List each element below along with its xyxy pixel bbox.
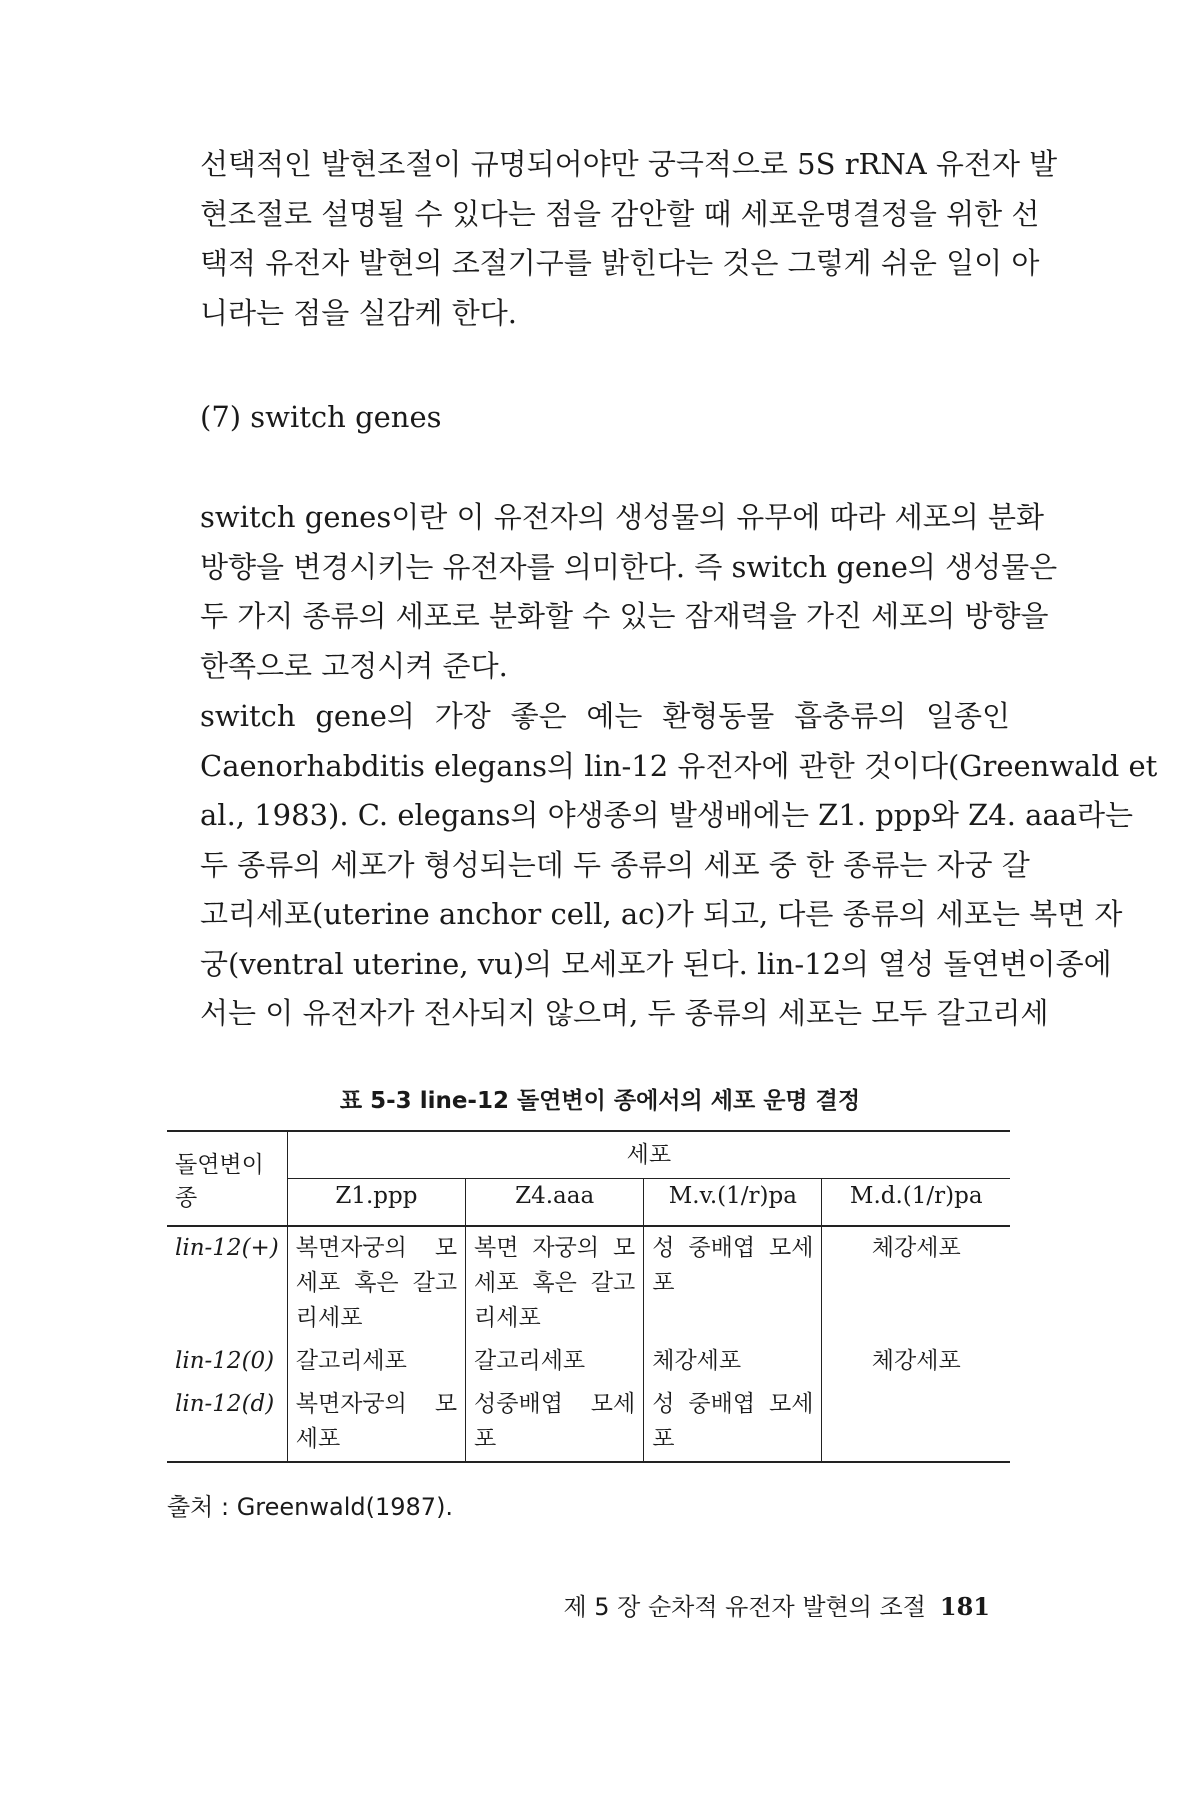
table-cell: 체강세포: [871, 1235, 961, 1261]
text-line: 선택적인 발현조절이 규명되어야만 궁극적으로 5S rRNA 유전자 발: [200, 147, 1058, 181]
table-cell: 복면자궁의 모세포: [287, 1383, 465, 1462]
table-row: [167, 1340, 1010, 1383]
row-label: lin-12(+): [167, 1226, 287, 1340]
table-cell: [822, 1383, 1010, 1462]
text-line: 한쪽으로 고정시켜 준다.: [200, 648, 508, 683]
table-row: [167, 1226, 1010, 1340]
text-line: 현조절로 설명될 수 있다는 점을 감안할 때 세포운명결정을 위한 선: [200, 196, 1040, 231]
paragraph-1: [200, 140, 1058, 338]
table-cell: 복면 자궁의 모세포 혹은 갈고리세포: [466, 1226, 644, 1340]
text-line: 택적 유전자 발현의 조절기구를 밝힌다는 것은 그렇게 쉬운 일이 아: [200, 246, 1040, 280]
chapter-title: 제 5 장 순차적 유전자 발현의 조절: [563, 1593, 926, 1621]
column-header: M.d.(1/r)pa: [822, 1179, 1010, 1227]
group-header: 세포: [287, 1131, 1010, 1179]
text-line: switch genes이란 이 유전자의 생성물의 유무에 따라 세포의 분화: [200, 500, 1045, 534]
table-cell: 갈고리세포: [287, 1340, 465, 1383]
table-caption: 표 5-3 line-12 돌연변이 종에서의 세포 운명 결정: [339, 1088, 861, 1114]
text-line: 두 가지 종류의 세포로 분화할 수 있는 잠재력을 가진 세포의 방향을: [200, 599, 1049, 633]
column-header: Z1.ppp: [287, 1179, 465, 1227]
text-line: 궁(ventral uterine, vu)의 모세포가 된다. lin-12의 열성 돌연변이종에: [200, 946, 1112, 981]
text-line: al., 1983). C. elegans의 야생종의 발생배에는 Z1. ppp와 Z4. aaa라는: [200, 798, 1134, 832]
cell-fate-table: [167, 1130, 1010, 1463]
row-label: lin-12(d): [167, 1383, 287, 1462]
text-line: Caenorhabditis elegans의 lin-12 유전자에 관한 것이다(Greenwald et: [200, 748, 1158, 783]
table-cell: 복면자궁의 모세포 혹은 갈고리세포: [287, 1226, 465, 1340]
column-header: Z4.aaa: [466, 1179, 644, 1227]
row-label: lin-12(0): [167, 1340, 287, 1383]
table-cell: 갈고리세포: [466, 1340, 644, 1383]
table-cell: 성중배엽 모세포: [466, 1383, 644, 1462]
text-line: 니라는 점을 실감케 한다.: [200, 295, 518, 330]
table-cell: 체강세포: [871, 1348, 961, 1374]
section-heading: (7) switch genes: [200, 400, 442, 434]
page-footer: [563, 1587, 990, 1622]
column-header: M.v.(1/r)pa: [644, 1179, 822, 1227]
text-line: 방향을 변경시키는 유전자를 의미한다. 즉 switch gene의 생성물은: [200, 549, 1058, 584]
text-line: 두 종류의 세포가 형성되는데 두 종류의 세포 중 한 종류는 자궁 갈: [200, 847, 1030, 882]
table-header-row: [167, 1131, 1010, 1179]
page-number: 181: [939, 1592, 990, 1621]
row-header: 돌연변이종: [167, 1131, 287, 1226]
paragraph-2: [200, 493, 1058, 691]
text-line: 서는 이 유전자가 전사되지 않으며, 두 종류의 세포는 모두 갈고리세: [200, 996, 1049, 1030]
table-cell: 성 중배엽 모세포: [644, 1226, 822, 1340]
paragraph-3: [200, 692, 1158, 1039]
table-source: 출처 : Greenwald(1987).: [167, 1493, 454, 1521]
text-line: 고리세포(uterine anchor cell, ac)가 되고, 다른 종류의 세포는 복면 자: [200, 897, 1123, 931]
table-cell: 성 중배엽 모세포: [644, 1383, 822, 1462]
table-column-row: [167, 1179, 1010, 1227]
table-cell: 체강세포: [644, 1340, 822, 1383]
text-line: switch gene의 가장 좋은 예는 환형동물 흡충류의 일종인: [200, 699, 1010, 733]
table-row: [167, 1383, 1010, 1462]
